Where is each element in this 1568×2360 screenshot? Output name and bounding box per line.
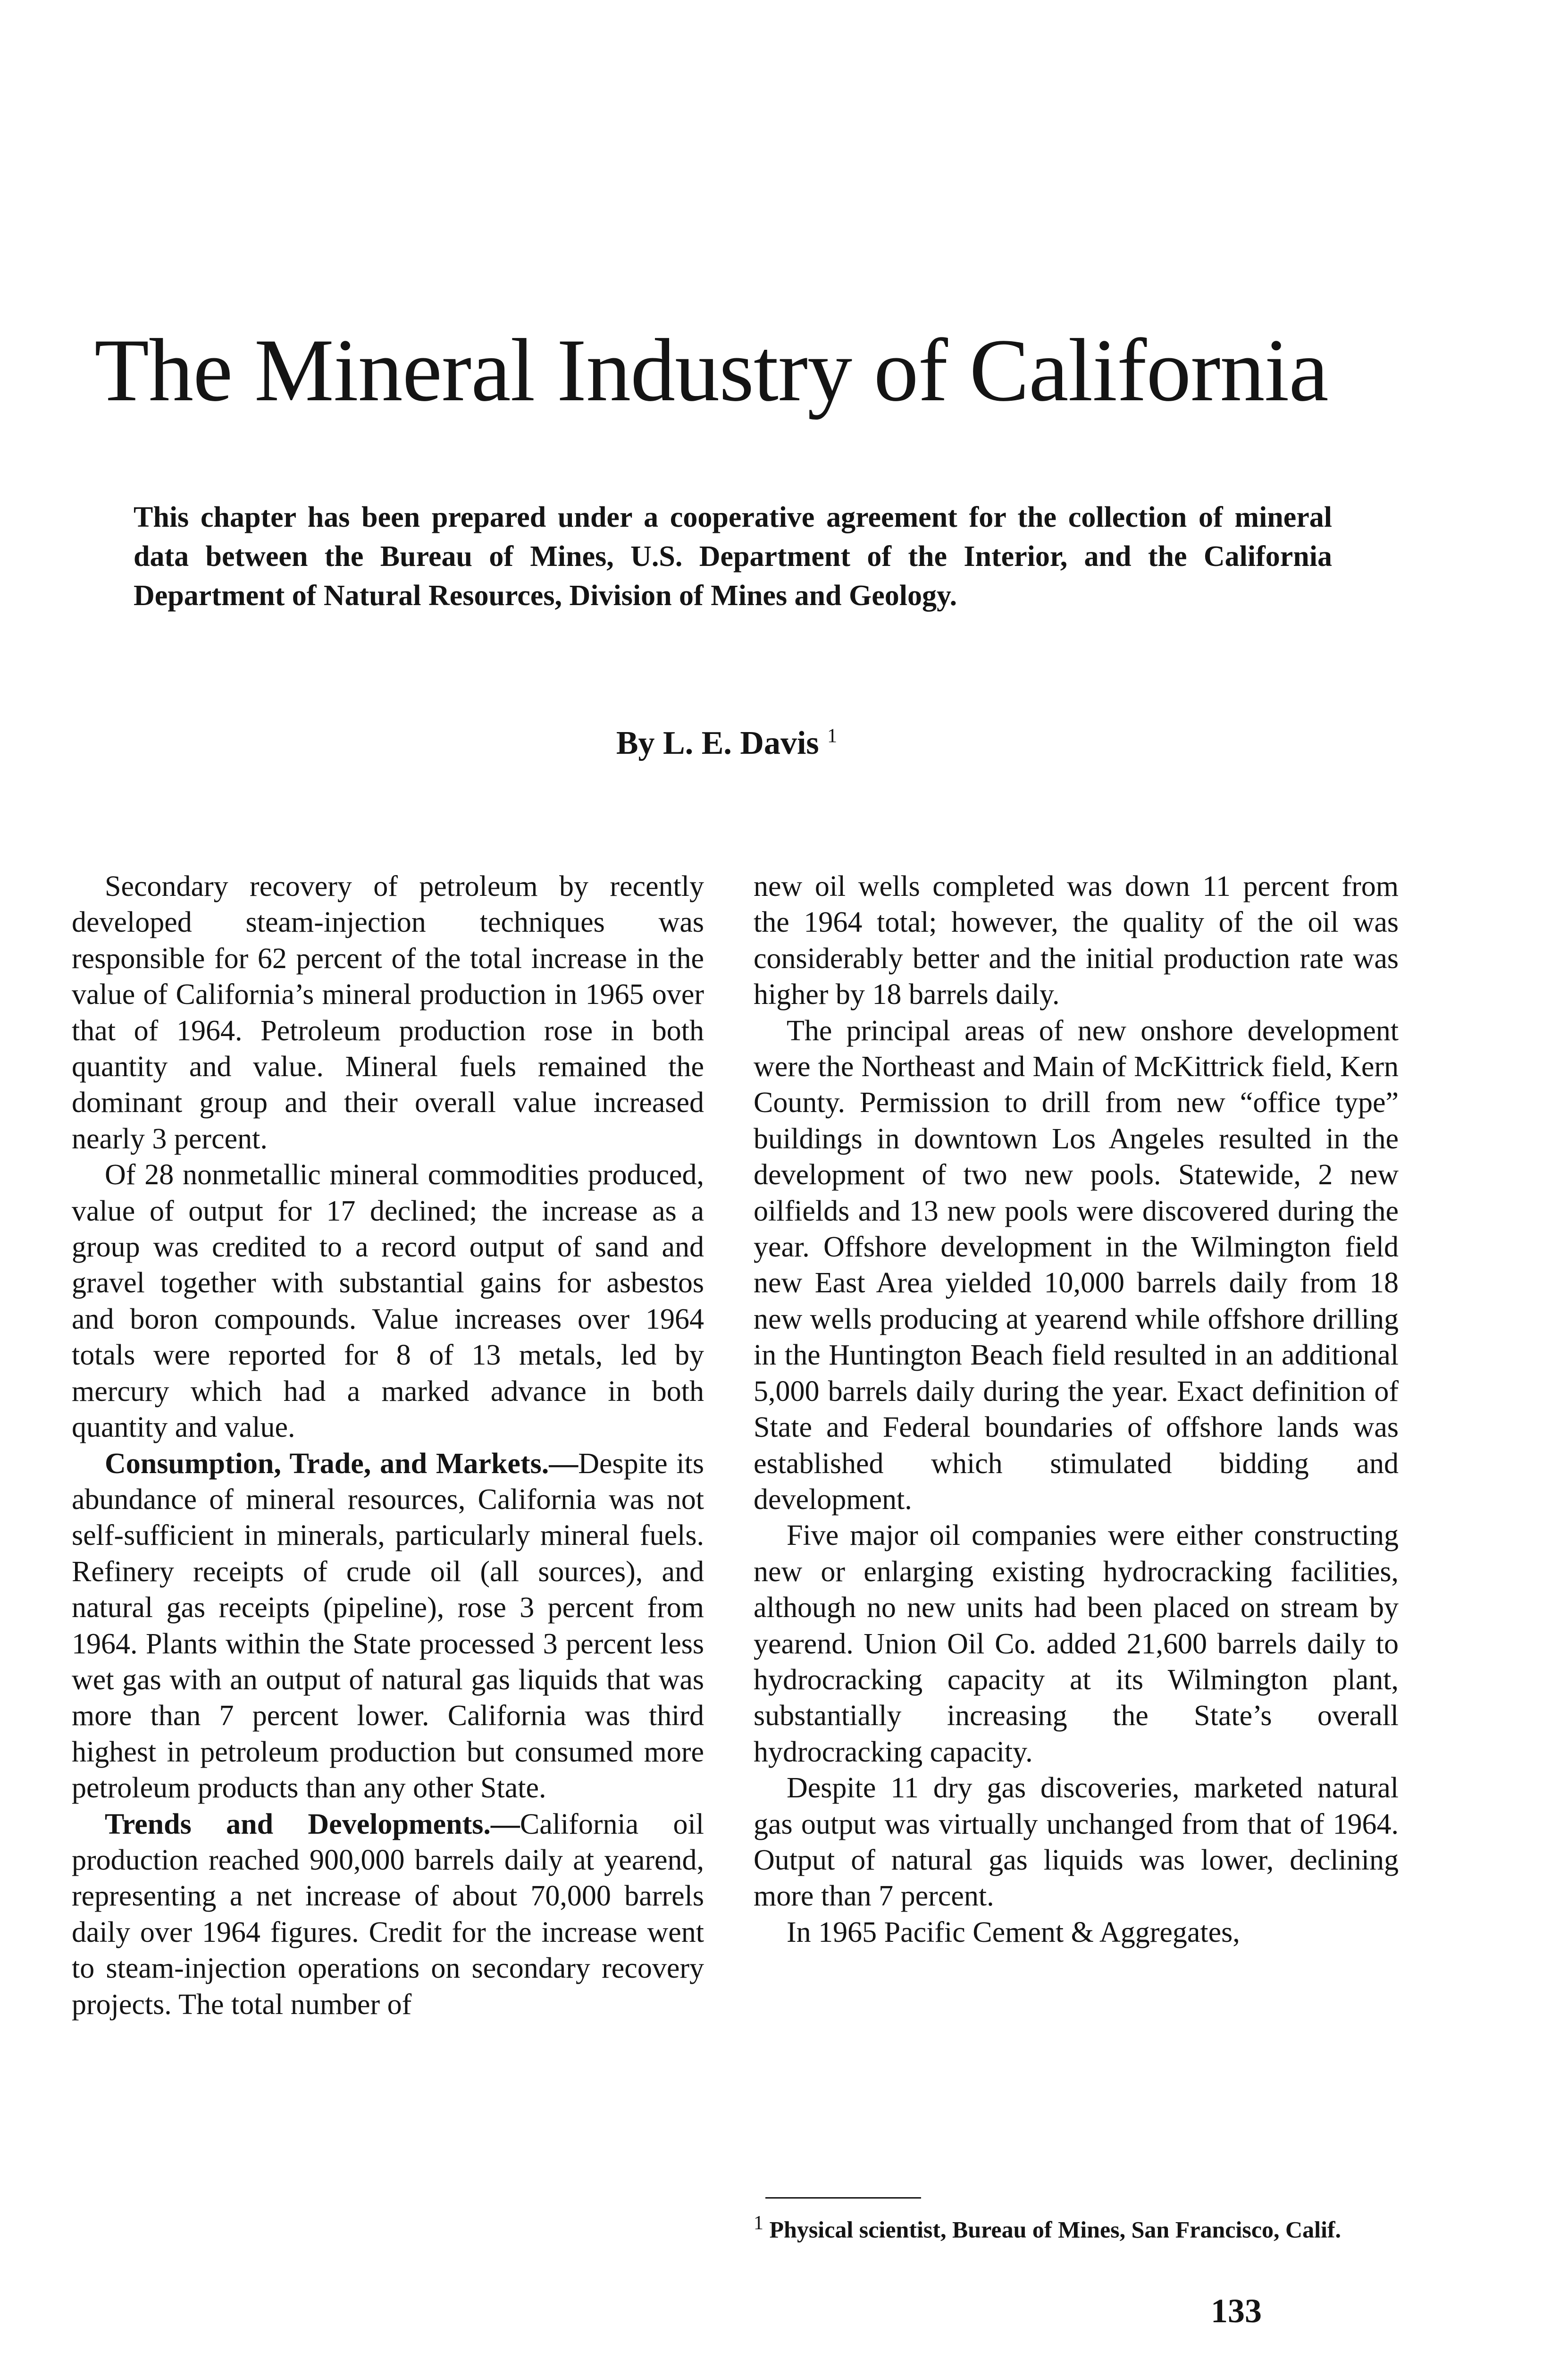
- trends-paragraph: [72, 1806, 704, 2023]
- consumption-heading: Consumption, Trade, and Markets.—: [105, 1447, 579, 1480]
- footnote-text: Physical scientist, Bureau of Mines, San Francisco, Calif.: [769, 2216, 1342, 2243]
- author-name: By L. E. Davis: [616, 725, 819, 761]
- intro-paragraph-2: Of 28 nonmetallic mineral commodities produced, value of output for 17 declined; the increase as a group was credited to a record output of sand and gravel together with substantial gains for asbestos and boron compounds. Value increases over 1964 totals were reported for 8 of 13 metals, led by mercury which had a marked advance in both quantity and value.: [72, 1159, 704, 1444]
- author-byline: [585, 725, 868, 762]
- author-footnote-mark: 1: [827, 725, 838, 747]
- hydrocracking-paragraph: Five major oil companies were either constructing new or enlarging existing hydrocracking facilities, although no new units had been placed on stream by yearend. Union Oil Co. added 21,600 barrels daily to hydrocracking capacity at its Wilmington plant, substantially increasing the State’s overall hydrocracking capacity.: [754, 1519, 1399, 1768]
- trends-continued-paragraph: new oil wells completed was down 11 percent from the 1964 total; however, the quality of the oil was considerably better and the initial production rate was higher by 18 barrels daily.: [754, 870, 1399, 1011]
- footnote: [754, 2209, 1399, 2244]
- cement-paragraph: In 1965 Pacific Cement & Aggregates,: [787, 1916, 1240, 1948]
- consumption-paragraph: [72, 1446, 704, 1806]
- natural-gas-paragraph: Despite 11 dry gas discoveries, marketed natural gas output was virtually unchanged from that of 1964. Output of natural gas liquids was lower, declining more than 7 percent.: [754, 1772, 1399, 1913]
- page-number: 133: [1211, 2292, 1262, 2330]
- left-column: [72, 868, 704, 2023]
- right-column: [754, 868, 1399, 1950]
- footnote-divider: [765, 2197, 921, 2199]
- footnote-mark: 1: [754, 2212, 763, 2234]
- chapter-title: The Mineral Industry of California: [94, 321, 1328, 420]
- trends-text: California oil production reached 900,000 barrels daily at yearend, representing a net increase of about 70,000 barrels daily over 1964 figures. Credit for the increase went to steam-injection operations on secondary recovery projects. The total number of: [72, 1808, 704, 2021]
- intro-paragraph-1: Secondary recovery of petroleum by recently developed steam-injection techniques was responsible for 62 percent of the total increase in the value of California’s mineral production in 1965 over that of 1964. Petroleum production rose in both quantity and value. Mineral fuels remained the dominant group and their overall value increased nearly 3 percent.: [72, 870, 704, 1155]
- consumption-text: Despite its abundance of mineral resources, California was not self-sufficient in minerals, particularly mineral fuels. Refinery receipts of crude oil (all sources), and natural gas receipts (pipeline), rose 3 percent from 1964. Plants within the State processed 3 percent less wet gas with an output of natural gas liquids that was more than 7 percent lower. California was third highest in petroleum production but consumed more petroleum products than any other State.: [72, 1447, 704, 1804]
- onshore-development-paragraph: The principal areas of new onshore development were the Northeast and Main of McKittrick field, Kern County. Permission to drill from new “office type” buildings in downtown Los Angeles resulted in the development of two new pools. Statewide, 2 new oilfields and 13 new pools were discovered during the year. Offshore development in the Wilmington field new East Area yielded 10,000 barrels daily from 18 new wells producing at yearend while offshore drilling in the Huntington Beach field resulted in an additional 5,000 barrels daily during the year. Exact definition of State and Federal boundaries of offshore lands was established which stimulated bidding and development.: [754, 1014, 1399, 1516]
- cooperative-agreement-note: This chapter has been prepared under a cooperative agreement for the collection of mineral data between the Bureau of Mines, U.S. Department of the Interior, and the California Department of Natural Resources, Division of Mines and Geology.: [134, 501, 1332, 612]
- trends-heading: Trends and Developments.—: [105, 1808, 520, 1840]
